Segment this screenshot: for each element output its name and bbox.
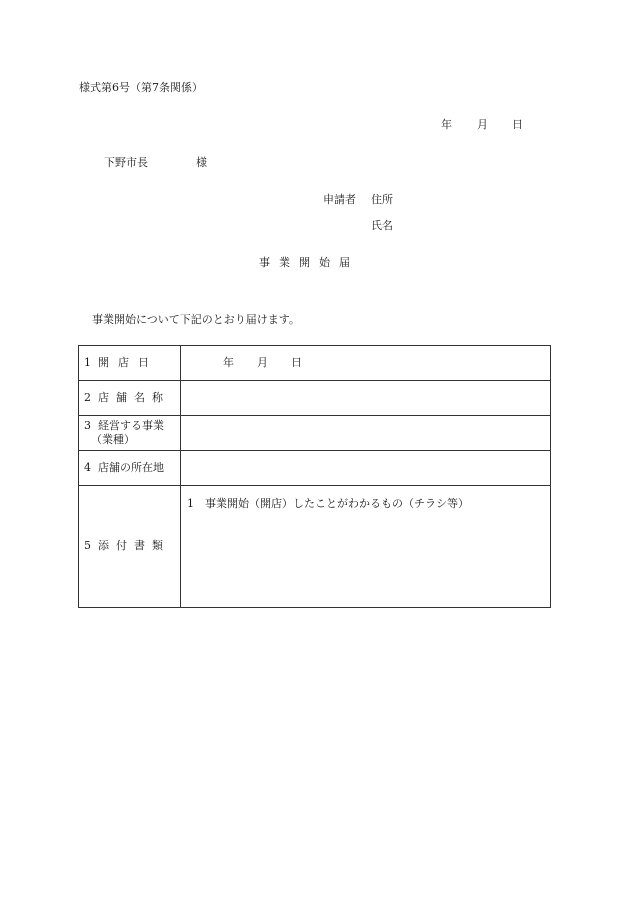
date-year-label: 年 [441,118,452,131]
row-label-attachments [79,486,181,608]
row-label-business-type [79,416,181,451]
row-number: 5 [84,539,91,553]
row-number: 2 [84,390,91,404]
row-label-text: 店舗名称 [98,390,170,404]
row-label-text: 添付書類 [98,539,170,553]
store-name-field[interactable] [181,381,551,416]
row-number: 4 [84,460,91,474]
table-row [79,451,551,486]
table-row [79,486,551,608]
opening-date-field[interactable] [181,346,551,381]
attachments-field[interactable]: 1 事業開始（開店）したことがわかるもの（チラシ等） [181,486,551,608]
row-label-subtext: （業種） [91,433,135,446]
row-label-store-name [79,381,181,416]
row-number: 1 [84,355,91,369]
date-day-label: 日 [512,118,523,131]
form-table [78,345,551,608]
row-label-text: 開店日 [98,355,158,369]
table-row [79,416,551,451]
business-type-field[interactable] [181,416,551,451]
opening-date-day: 日 [291,355,302,369]
row-label-text: 経営する事業 [98,418,164,432]
row-label-opening-date [79,346,181,381]
opening-date-year: 年 [223,355,234,369]
addressee-name: 下野市長 [104,156,148,169]
intro-text: 事業開始について下記のとおり届けます。 [92,313,300,326]
opening-date-month: 月 [257,355,268,369]
row-number: 3 [84,418,91,432]
form-number: 様式第6号（第7条関係） [79,81,203,94]
applicant-label: 申請者 [323,193,356,206]
date-month-label: 月 [477,118,488,131]
applicant-name-label: 氏名 [371,219,393,232]
table-row [79,346,551,381]
applicant-address-label: 住所 [371,193,393,206]
table-row [79,381,551,416]
store-location-field[interactable] [181,451,551,486]
addressee-honorific: 様 [196,156,207,169]
row-label-store-location [79,451,181,486]
row-label-text: 店舗の所在地 [98,460,164,474]
document-title: 事業開始届 [259,256,359,269]
